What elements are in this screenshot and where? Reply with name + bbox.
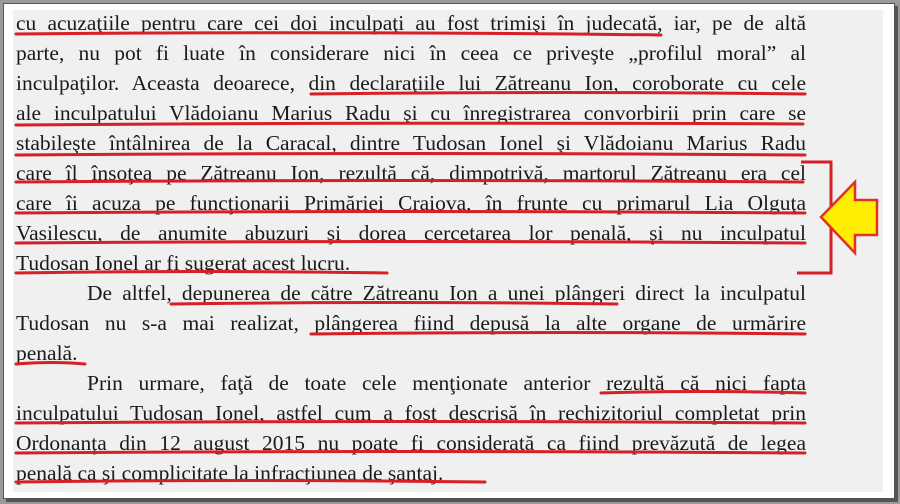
text-line-11: Tudosan nu s-a mai realizat, plângerea fiind depusă la alte organe de urmărire: [16, 311, 806, 335]
text-line-8: Vasilescu, de anumite abuzuri şi dorea cercetarea lor penală, şi nu inculpatul: [16, 221, 806, 245]
text-line-4: ale inculpatului Vlădoianu Marius Radu şi cu înregistrarea convorbirii prin care se: [16, 101, 806, 125]
underline-1: [16, 33, 661, 35]
document-page: [13, 10, 883, 492]
screenshot-frame: [3, 3, 895, 499]
text-line-3: inculpaţilor. Aceasta deoarece, din declaraţiile lui Zătreanu Ion, coroborate cu cele: [16, 71, 806, 95]
underline-7: [16, 242, 805, 244]
underline-13: [16, 422, 805, 424]
underline-8: [16, 272, 387, 274]
underline-14: [16, 452, 805, 454]
text-line-15: Ordonanţa din 12 august 2015 nu poate fi considerată ca fiind prevăzută de legea: [16, 431, 806, 455]
text-line-7: care îi acuza pe funcţionarii Primăriei Craiova, în frunte cu primarul Lia Olguţa: [16, 191, 806, 215]
text-line-2: parte, nu pot fi luate în considerare nici în ceea ce priveşte „profilul moral” al: [16, 41, 806, 65]
underline-2: [311, 93, 805, 95]
underline-4: [16, 154, 805, 156]
underline-11: [16, 363, 85, 365]
underline-6: [16, 212, 805, 214]
underline-12: [601, 392, 805, 394]
text-line-10: De altfel, depunerea de către Zătreanu Ion a unei plângeri direct la inculpatul: [87, 281, 806, 305]
text-line-1: cu acuzaţiile pentru care cei doi inculpaţi au fost trimişi în judecată, iar, pe de altă: [16, 11, 806, 35]
text-line-12: penală.: [16, 341, 78, 365]
text-line-5: stabileşte întâlnirea de la Caracal, dintre Tudosan Ionel şi Vlădoianu Marius Radu: [16, 131, 806, 155]
underline-3: [16, 123, 803, 125]
text-line-14: inculpatului Tudosan Ionel, astfel cum a fost descrisă în rechizitoriul completat prin: [16, 401, 806, 425]
annotation-overlay: [13, 10, 883, 492]
text-line-9: Tudosan Ionel ar fi sugerat acest lucru.: [16, 251, 351, 275]
red-underlines: [16, 33, 805, 482]
underline-9: [171, 303, 617, 305]
underline-5: [16, 181, 803, 183]
text-line-16: penală ca şi complicitate la infracţiunea de şantaj.: [16, 461, 444, 485]
yellow-arrow-icon: [821, 182, 877, 253]
text-line-6: care îl însoţea pe Zătreanu Ion, rezultă că, dimpotrivă, martorul Zătreanu era cel: [16, 161, 806, 185]
underline-10: [311, 333, 805, 335]
underline-15: [16, 481, 485, 483]
text-line-13: Prin urmare, faţă de toate cele menţionate anterior rezultă că nici fapta: [87, 371, 806, 395]
